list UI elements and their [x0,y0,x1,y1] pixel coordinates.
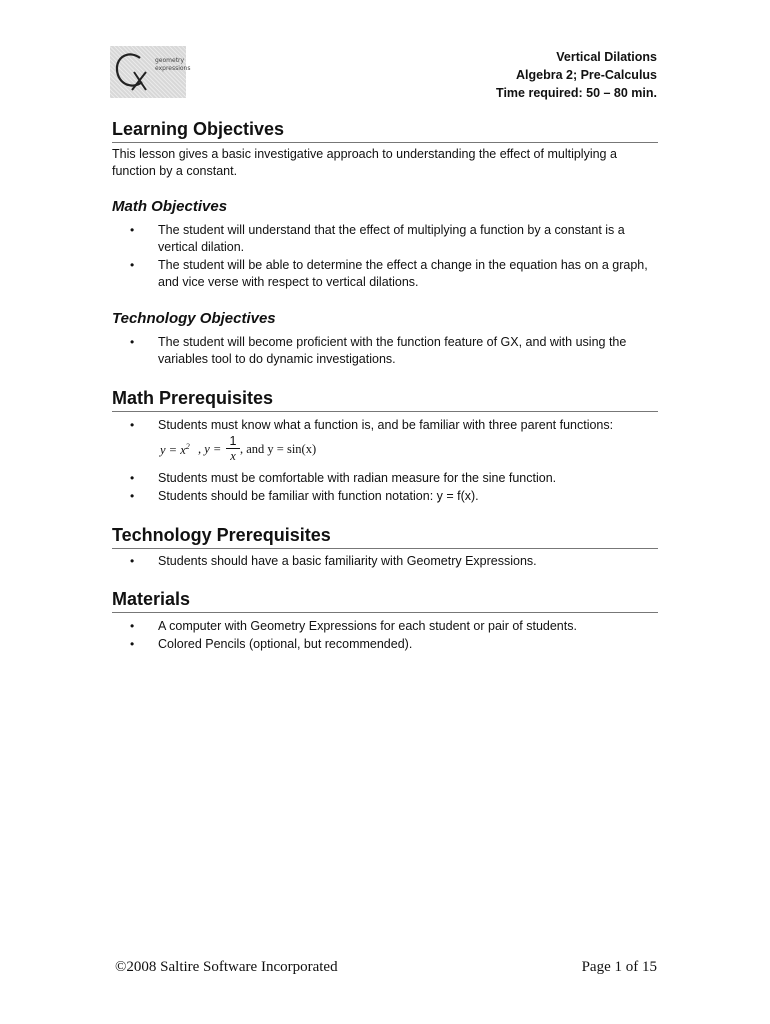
list-item: • Students must be comfortable with radian measure for the sine function. [112,470,658,487]
formula-part-1: $y = x^2$ [160,442,190,458]
fraction-denominator: x [230,449,236,463]
document-header [496,48,657,102]
math-objectives-heading: Math Objectives [112,198,228,215]
list-item: • Students should have a basic familiarity with Geometry Expressions. [112,553,658,570]
math-prerequisites-list-a [112,417,658,435]
list-item: • Students must know what a function is, and be familiar with three parent functions: [112,417,658,434]
technology-prerequisites-list [112,553,658,571]
technology-objectives-heading: Technology Objectives [112,310,276,327]
document-title: Vertical Dilations [556,50,657,64]
list-item: • The student will be able to determine the effect a change in the equation has on a graph, and vice verse with respect to vertical dilations. [112,257,658,291]
formula-exponent: 2 [185,442,190,451]
materials-list [112,618,658,654]
math-prerequisites-heading: Math Prerequisites [112,387,658,412]
list-item: • A computer with Geometry Expressions for each student or pair of students. [112,618,658,635]
technology-objectives-list [112,334,658,369]
gx-logo-icon [110,46,186,98]
list-item: • Colored Pencils (optional, but recommended). [112,636,658,653]
logo-text-geometry: geometry [155,57,185,64]
list-item: • Students should be familiar with function notation: y = f(x). [112,488,658,505]
logo-text-expressions: expressions [155,65,191,72]
technology-prerequisites-heading: Technology Prerequisites [112,524,658,549]
math-prerequisites-list-b [112,470,658,506]
list-item: • The student will understand that the effect of multiplying a function by a constant is a vertical dilation. [112,222,658,256]
formula-fraction [226,435,240,463]
list-item: • The student will become proficient with the function feature of GX, and with using the variables tool to do dynamic investigations. [112,334,658,368]
page-number: Page 1 of 15 [581,959,657,975]
learning-objectives-heading: Learning Objectives [112,118,658,143]
formula-part-3: , and y = sin(x) [240,442,317,456]
fraction-numerator: 1 [226,435,240,449]
course-level: Algebra 2; Pre-Calculus [515,68,657,82]
math-objectives-list [112,222,658,292]
materials-heading: Materials [112,588,658,613]
copyright-footer: ©2008 Saltire Software Incorporated [115,959,338,975]
geometry-expressions-logo [110,46,191,98]
learning-objectives-text: This lesson gives a basic investigative approach to understanding the effect of multiplying a function by a constant. [112,147,617,178]
time-required: Time required: 50 – 80 min. [496,86,657,100]
formula-part-2: , y = [198,442,222,456]
